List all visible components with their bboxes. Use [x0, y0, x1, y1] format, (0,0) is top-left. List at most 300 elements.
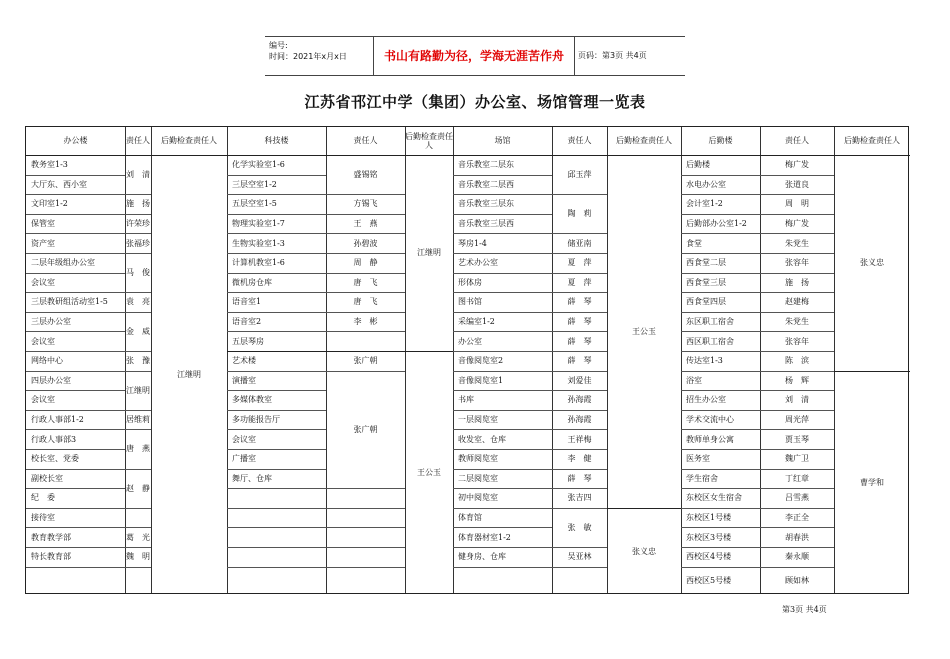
grid-hline: [760, 429, 834, 430]
grid-hline: [125, 351, 151, 352]
time-label: 时间：2021年x月x日: [269, 52, 347, 61]
science-room: 多媒体教室: [232, 395, 272, 405]
column-header: 责任人: [567, 136, 592, 146]
column-header: 责任人: [126, 136, 150, 146]
office-owner: 居维莉: [126, 415, 150, 424]
science-room: 演播室: [232, 375, 256, 385]
grid-hline: [227, 351, 326, 352]
grid-hline: [227, 567, 326, 568]
grid-hline: [125, 371, 151, 372]
office-room: 副校长室: [31, 473, 63, 483]
venue-room: 健身房、仓库: [458, 552, 506, 562]
science-room: 舞厅、仓库: [232, 473, 272, 483]
grid-hline: [453, 273, 552, 274]
grid-hline: [326, 527, 405, 528]
grid-vline: [453, 127, 454, 593]
grid-hline: [227, 429, 326, 430]
grid-hline: [125, 469, 151, 470]
science-owner: 唐 飞: [353, 277, 378, 287]
logistics-room: 教师单身公寓: [686, 434, 734, 444]
empty-cell: [326, 527, 405, 547]
grid-hline: [125, 312, 151, 313]
logistics-room: 东校区3号楼: [686, 532, 732, 542]
grid-hline: [760, 371, 834, 372]
grid-hline: [405, 351, 453, 352]
science-owner: 盛锡铭: [353, 170, 378, 179]
grid-hline: [125, 233, 151, 234]
column-header: 场馆: [494, 136, 511, 146]
venue-room: 书库: [458, 395, 474, 405]
venue-owner: 刘爱佳: [567, 375, 592, 385]
grid-hline: [453, 410, 552, 411]
grid-hline: [681, 567, 760, 568]
grid-hline: [125, 410, 151, 411]
grid-hline: [453, 527, 552, 528]
venue-room: 一层阅览室: [458, 415, 498, 424]
grid-hline: [227, 312, 326, 313]
grid-hline: [26, 371, 125, 372]
logistics-owner: 梅广发: [785, 219, 809, 228]
grid-hline: [760, 175, 834, 176]
grid-hline: [326, 567, 405, 568]
grid-hline: [125, 214, 151, 215]
office-room: 教育教学部: [31, 532, 71, 542]
grid-hline: [552, 312, 607, 313]
grid-hline: [227, 410, 326, 411]
column-header: 后勤检查责任人: [616, 136, 672, 146]
grid-hline: [26, 527, 125, 528]
grid-vline: [326, 127, 327, 593]
grid-hline: [453, 253, 552, 254]
office-owner: 施 扬: [126, 199, 150, 209]
logistics-owner: 梅广发: [785, 160, 809, 170]
empty-cell: [326, 508, 405, 528]
grid-hline: [760, 194, 834, 195]
venue-owner: 孙海霞: [567, 415, 592, 424]
office-owner: 张 豫: [126, 356, 150, 366]
grid-hline: [681, 371, 760, 372]
office-room: 校长室、党委: [31, 454, 79, 464]
grid-hline: [453, 292, 552, 293]
grid-hline: [26, 390, 125, 391]
grid-hline: [125, 194, 151, 195]
grid-hline: [26, 547, 125, 548]
venue-room: 音乐教室三层东: [458, 199, 514, 209]
venue-owner: 孙海霞: [567, 395, 592, 405]
grid-hline: [453, 429, 552, 430]
grid-hline: [453, 331, 552, 332]
grid-hline: [26, 194, 125, 195]
logistics-owner: 贾玉琴: [785, 434, 809, 444]
science-room: 化学实验室1-6: [232, 160, 285, 170]
grid-hline: [607, 508, 681, 509]
logistics-owner: 朱党生: [785, 238, 809, 248]
venue-room: 艺术办公室: [458, 258, 498, 268]
logistics-room: 后勤楼: [686, 160, 710, 170]
grid-hline: [26, 429, 125, 430]
science-owner: 王 燕: [353, 219, 378, 228]
science-room: 计算机教室1-6: [232, 258, 285, 268]
grid-hline: [552, 488, 607, 489]
office-room: 特长教育部: [31, 552, 71, 562]
logistics-room: 会计室1-2: [686, 199, 723, 209]
grid-hline: [552, 449, 607, 450]
empty-cell: [227, 488, 326, 508]
science-room: 艺术楼: [232, 356, 256, 366]
grid-hline: [453, 194, 552, 195]
logistics-room: 招生办公室: [686, 395, 726, 405]
grid-hline: [760, 331, 834, 332]
grid-hline: [453, 233, 552, 234]
venue-room: 采编室1-2: [458, 317, 495, 326]
logistics-room: 西食堂二层: [686, 258, 726, 268]
grid-hline: [26, 488, 125, 489]
grid-hline: [760, 214, 834, 215]
science-room: 会议室: [232, 434, 256, 444]
logistics-room: 西校区5号楼: [686, 576, 732, 586]
grid-hline: [552, 469, 607, 470]
grid-hline: [326, 331, 405, 332]
venue-owner: 陶 莉: [567, 209, 592, 219]
science-owner: 唐 飞: [353, 297, 378, 307]
venue-owner: 李 健: [567, 454, 592, 464]
logistics-owner: 张容年: [785, 336, 809, 346]
science-checker: 王公玉: [417, 468, 441, 478]
grid-hline: [453, 567, 552, 568]
venue-owner: 张吉四: [567, 493, 592, 503]
grid-hline: [552, 390, 607, 391]
grid-hline: [681, 390, 760, 391]
header-page-label: 页码：第3页 共4页: [578, 51, 647, 60]
grid-hline: [681, 527, 760, 528]
venue-checker: 王公玉: [632, 326, 656, 336]
venue-room: 教师阅览室: [458, 454, 498, 464]
grid-hline: [453, 488, 552, 489]
grid-hline: [681, 449, 760, 450]
venue-owner: 吴亚林: [567, 552, 592, 562]
grid-hline: [227, 488, 326, 489]
empty-cell: [227, 508, 326, 528]
grid-hline: [760, 488, 834, 489]
logistics-room: 医务室: [686, 454, 710, 464]
logistics-owner: 魏广卫: [785, 454, 809, 464]
grid-hline: [26, 233, 125, 234]
office-owner: 马 俊: [126, 268, 150, 277]
grid-vline: [681, 127, 682, 593]
grid-hline: [760, 312, 834, 313]
grid-hline: [681, 175, 760, 176]
venue-checker: 张义忠: [632, 546, 656, 556]
office-owner: 袁 亮: [126, 297, 150, 307]
grid-hline: [552, 371, 607, 372]
venue-room: 音乐教室三层西: [458, 219, 514, 228]
grid-hline: [227, 253, 326, 254]
logistics-room: 西区职工宿舍: [686, 336, 734, 346]
science-owner: 张广朝: [353, 424, 378, 434]
grid-hline: [453, 449, 552, 450]
office-owner: [125, 508, 151, 528]
column-header: 后勤检查责任人: [161, 136, 217, 146]
grid-vline: [227, 127, 228, 593]
logistics-room: 传达室1-3: [686, 356, 723, 366]
grid-hline: [125, 253, 151, 254]
empty-cell: [227, 527, 326, 547]
logistics-owner: 顾如林: [785, 576, 809, 586]
grid-hline: [227, 233, 326, 234]
grid-hline: [326, 371, 405, 372]
document-title: 江苏省邗江中学（集团）办公室、场馆管理一览表: [304, 93, 646, 111]
grid-hline: [681, 410, 760, 411]
grid-hline: [227, 214, 326, 215]
venue-owner: 薛 琴: [567, 317, 592, 326]
venue-owner: 储亚南: [567, 238, 592, 248]
grid-hline: [760, 273, 834, 274]
grid-hline: [760, 253, 834, 254]
science-room: 语音室1: [232, 297, 262, 307]
logistics-owner: 张道良: [785, 179, 809, 189]
grid-hline: [681, 331, 760, 332]
office-owner: 金 威: [126, 326, 150, 336]
office-owner: 赵 静: [126, 483, 150, 493]
grid-hline: [26, 273, 125, 274]
venue-owner: 夏 萍: [567, 258, 592, 268]
science-room: 广播室: [232, 454, 256, 464]
office-room: 教务室1-3: [31, 160, 68, 170]
office-owner: 魏 明: [126, 552, 150, 562]
venue-room: 形体房: [458, 277, 482, 287]
science-owner: 方锡飞: [353, 199, 378, 209]
logistics-room: 学生宿舍: [686, 473, 718, 483]
grid-hline: [453, 371, 552, 372]
grid-hline: [26, 351, 125, 352]
logistics-owner: 张容年: [785, 258, 809, 268]
grid-hline: [453, 469, 552, 470]
grid-hline: [552, 233, 607, 234]
grid-hline: [681, 488, 760, 489]
office-room: 行政人事部1-2: [31, 415, 84, 424]
grid-hline: [227, 390, 326, 391]
science-room: 物理实验室1-7: [232, 219, 285, 228]
office-checker: 江继明: [177, 370, 201, 380]
grid-hline: [227, 469, 326, 470]
grid-hline: [326, 253, 405, 254]
grid-hline: [552, 253, 607, 254]
office-room: 网络中心: [31, 356, 63, 366]
grid-hline: [681, 508, 760, 509]
office-owner: 许荣珍: [126, 219, 150, 228]
grid-vline: [760, 127, 761, 593]
column-header: 科技楼: [264, 136, 289, 146]
header-meta: [269, 40, 347, 62]
office-room: 文印室1-2: [31, 199, 68, 209]
science-owner: 孙碧波: [353, 238, 378, 248]
science-room: 五层琴房: [232, 336, 264, 346]
venue-owner: 夏 萍: [567, 277, 592, 287]
grid-hline: [227, 547, 326, 548]
logistics-room: 学术交流中心: [686, 415, 734, 424]
grid-hline: [125, 429, 151, 430]
office-room: 资产室: [31, 238, 55, 248]
grid-hline: [681, 429, 760, 430]
science-room: 多功能报告厅: [232, 415, 280, 424]
grid-hline: [760, 233, 834, 234]
logistics-room: 食堂: [686, 238, 702, 248]
science-owner: 李 彬: [353, 317, 378, 326]
grid-hline: [227, 331, 326, 332]
grid-hline: [681, 253, 760, 254]
office-room: 会议室: [31, 336, 55, 346]
grid-hline: [26, 312, 125, 313]
venue-room: 二层阅览室: [458, 473, 498, 483]
column-header: 后勤楼: [708, 136, 733, 146]
venue-owner: 张 敏: [567, 522, 592, 532]
logistics-room: 西食堂四层: [686, 297, 726, 307]
grid-hline: [227, 194, 326, 195]
logistics-room: 浴室: [686, 375, 702, 385]
grid-hline: [326, 312, 405, 313]
science-room: 语音室2: [232, 317, 262, 326]
venue-room: 体育馆: [458, 513, 482, 522]
grid-hline: [681, 312, 760, 313]
logistics-room: 西校区4号楼: [686, 552, 732, 562]
grid-hline: [552, 410, 607, 411]
office-room: 会议室: [31, 277, 55, 287]
grid-vline: [834, 127, 835, 593]
column-header: 办公楼: [63, 136, 88, 146]
grid-hline: [453, 508, 552, 509]
office-owner: 刘 清: [126, 170, 150, 179]
office-room: 会议室: [31, 395, 55, 405]
logistics-owner: 刘 清: [785, 395, 809, 405]
grid-hline: [26, 567, 125, 568]
grid-hline: [681, 214, 760, 215]
grid-hline: [26, 175, 125, 176]
grid-hline: [552, 194, 607, 195]
logistics-room: 后勤部办公室1-2: [686, 219, 747, 228]
grid-hline: [453, 547, 552, 548]
empty-cell: [326, 547, 405, 567]
number-label: 编号:: [269, 41, 288, 50]
empty-cell: [326, 488, 405, 508]
grid-hline: [26, 292, 125, 293]
logistics-checker: 曹学和: [860, 478, 884, 488]
grid-hline: [26, 469, 125, 470]
logistics-room: 东区职工宿舍: [686, 317, 734, 326]
science-owner: 张广朝: [353, 356, 378, 366]
grid-hline: [125, 292, 151, 293]
page-footer: 第3页 共4页: [782, 605, 827, 614]
venue-room: 收发室、仓库: [458, 434, 506, 444]
grid-hline: [552, 567, 607, 568]
grid-hline: [26, 331, 125, 332]
office-room: 接待室: [31, 513, 55, 522]
grid-hline: [552, 547, 607, 548]
venue-room: 图书馆: [458, 297, 482, 307]
logistics-owner: 李正全: [785, 513, 809, 522]
grid-hline: [227, 508, 326, 509]
grid-hline: [26, 449, 125, 450]
grid-hline: [552, 292, 607, 293]
venue-room: 音像阅览室1: [458, 375, 504, 385]
logistics-owner: 赵建梅: [785, 297, 809, 307]
office-room: 行政人事部3: [31, 434, 77, 444]
grid-hline: [227, 292, 326, 293]
grid-hline: [453, 175, 552, 176]
grid-hline: [326, 194, 405, 195]
grid-hline: [26, 410, 125, 411]
grid-vline: [607, 127, 608, 593]
grid-hline: [453, 214, 552, 215]
grid-hline: [834, 371, 910, 372]
logistics-owner: 吕雪燕: [785, 493, 809, 503]
grid-hline: [227, 527, 326, 528]
grid-hline: [552, 331, 607, 332]
grid-hline: [26, 508, 125, 509]
grid-vline: [552, 127, 553, 593]
empty-cell: [227, 547, 326, 567]
grid-hline: [681, 194, 760, 195]
grid-hline: [681, 547, 760, 548]
column-header: 后勤检查责任人: [405, 131, 453, 150]
logistics-owner: 杨 辉: [785, 375, 809, 385]
logistics-room: 东校区女生宿舍: [686, 493, 742, 503]
venue-owner: 薛 琴: [567, 356, 592, 366]
grid-hline: [326, 214, 405, 215]
grid-hline: [125, 508, 151, 509]
grid-vline: [405, 127, 406, 593]
logistics-checker: 张义忠: [860, 258, 884, 268]
grid-hline: [26, 155, 910, 156]
grid-hline: [125, 567, 151, 568]
science-room: 生物实验室1-3: [232, 238, 285, 248]
grid-hline: [125, 547, 151, 548]
grid-hline: [552, 351, 607, 352]
grid-vline: [125, 127, 126, 593]
venue-room: 办公室: [458, 336, 482, 346]
office-room: 三层办公室: [31, 317, 71, 326]
page-header: [265, 36, 685, 76]
grid-hline: [681, 351, 760, 352]
venue-owner: 王祥梅: [567, 434, 592, 444]
grid-hline: [552, 508, 607, 509]
grid-hline: [326, 273, 405, 274]
grid-hline: [760, 390, 834, 391]
grid-hline: [552, 429, 607, 430]
logistics-owner: 丁红章: [785, 473, 809, 483]
grid-hline: [125, 527, 151, 528]
grid-hline: [681, 233, 760, 234]
grid-hline: [326, 547, 405, 548]
office-owner: 葛 光: [126, 532, 150, 542]
logistics-owner: 周光萍: [785, 415, 809, 424]
grid-hline: [227, 273, 326, 274]
logistics-owner: 施 扬: [785, 277, 809, 287]
grid-hline: [453, 312, 552, 313]
grid-hline: [760, 410, 834, 411]
office-room: 大厅东、西小室: [31, 179, 87, 189]
venue-room: 琴房1-4: [458, 238, 487, 248]
empty-cell: [227, 567, 326, 595]
grid-hline: [760, 351, 834, 352]
column-header: 责任人: [785, 136, 809, 146]
grid-hline: [26, 253, 125, 254]
office-room: 三层教研组活动室1-5: [31, 297, 108, 307]
empty-cell: [552, 567, 607, 595]
logistics-owner: 周 明: [785, 199, 809, 209]
grid-hline: [26, 214, 125, 215]
office-owner: 张福珍: [126, 238, 150, 248]
grid-hline: [326, 488, 405, 489]
